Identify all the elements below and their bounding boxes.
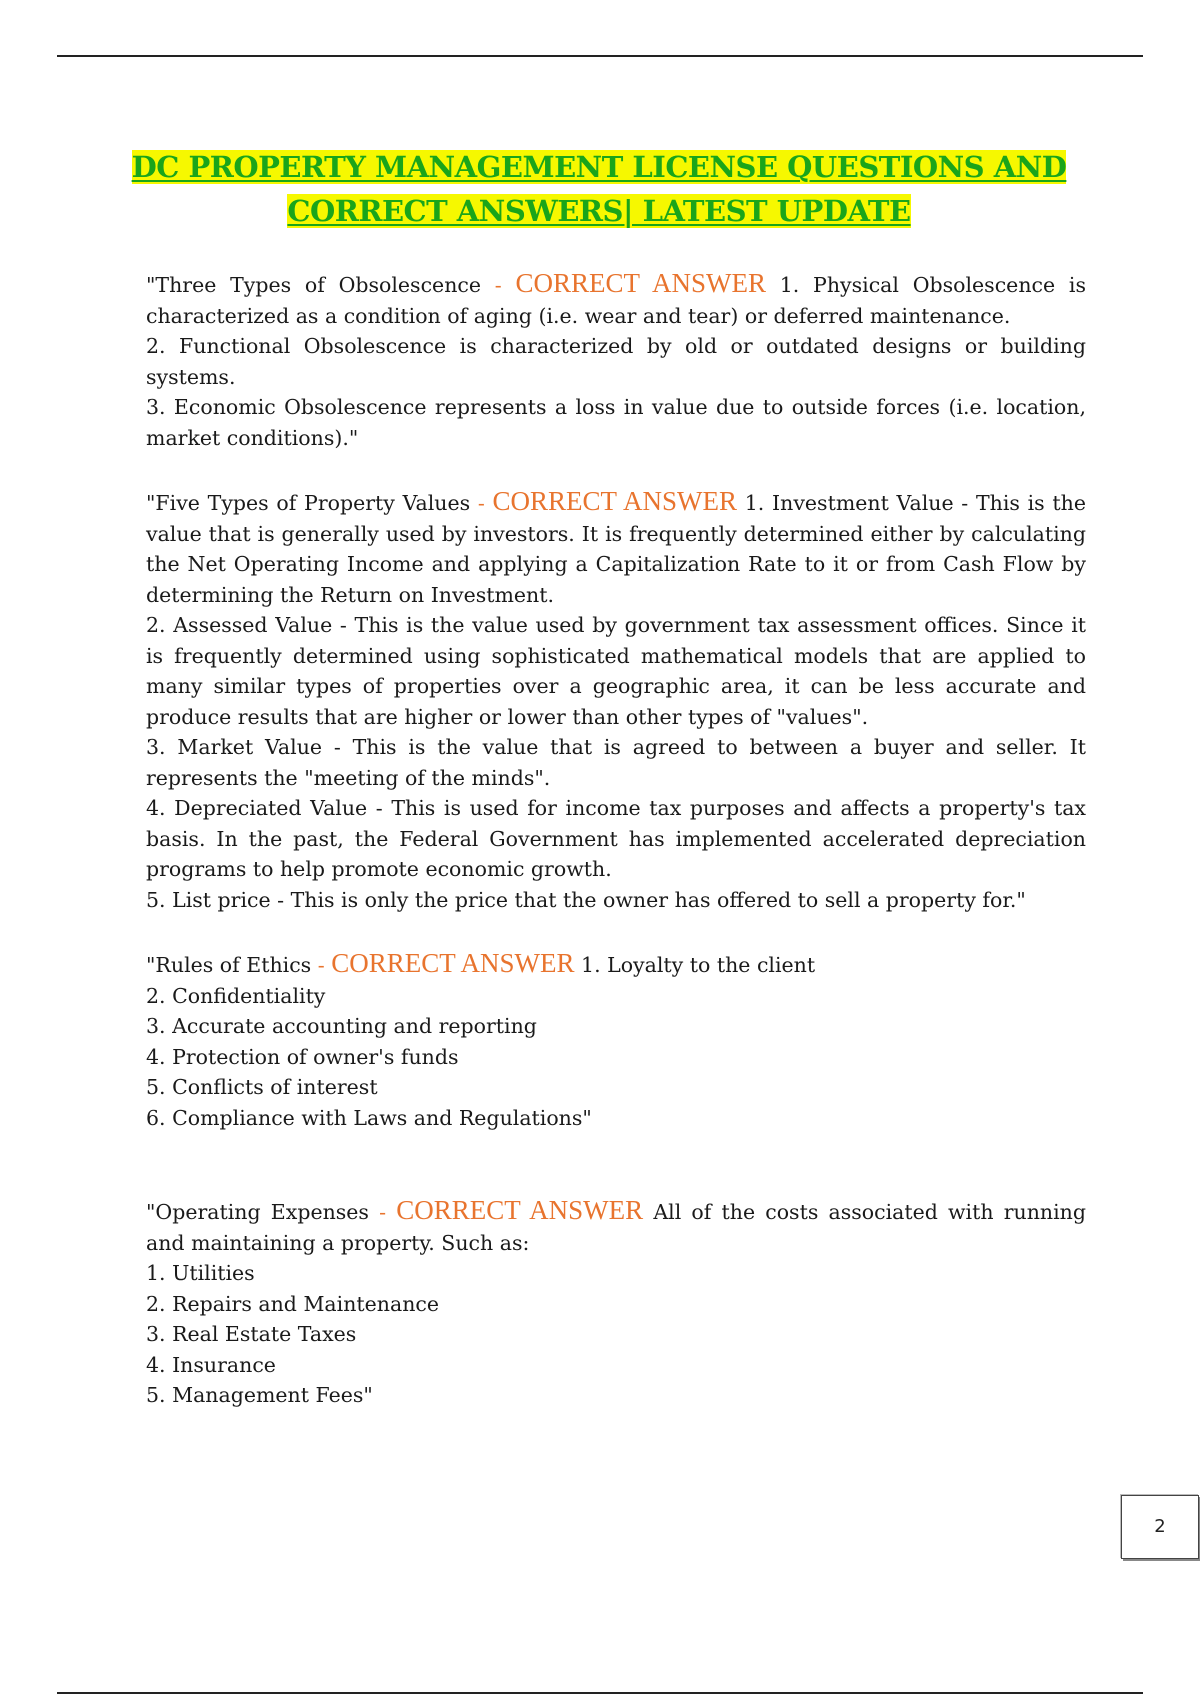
qa-item-property-values xyxy=(146,486,1086,915)
answer-dash: - xyxy=(379,1200,387,1224)
qa-item-operating-expenses xyxy=(146,1195,1086,1411)
answer-line: 1. Utilities xyxy=(146,1261,255,1285)
answer-text: 1. Investment Value - This is the value that is generally used by investors. It is frequently determined either by calculating the Net Operating Income and applying a Capitalization Rate to it or from Cash Flow by determining the Return on Investment. xyxy=(146,491,1086,607)
bottom-rule xyxy=(57,1692,1143,1694)
title-line-2: CORRECT ANSWERS| LATEST UPDATE xyxy=(287,194,911,228)
answer-line: 5. Management Fees" xyxy=(146,1383,373,1407)
answer-line: 2. Functional Obsolescence is characterized by old or outdated designs or building systems. xyxy=(146,334,1086,389)
qa-lead xyxy=(146,1195,1086,1258)
answer-line: 3. Real Estate Taxes xyxy=(146,1322,357,1346)
answer-line: 4. Insurance xyxy=(146,1352,276,1377)
question-text: "Rules of Ethics xyxy=(146,953,312,977)
answer-line: 5. Conflicts of interest xyxy=(146,1075,378,1099)
page-number: 2 xyxy=(1121,1495,1199,1559)
answer-line: 5. List price - This is only the price that the owner has offered to sell a property for." xyxy=(146,887,1026,912)
document-title xyxy=(120,145,1078,233)
qa-content xyxy=(146,268,1086,1411)
qa-item-rules-of-ethics xyxy=(146,948,1086,1133)
title-line-1: DC PROPERTY MANAGEMENT LICENSE QUESTIONS AND xyxy=(131,150,1067,184)
answer-text: 1. Loyalty to the client xyxy=(581,953,816,977)
correct-answer-tag: CORRECT ANSWER xyxy=(515,268,766,298)
answer-line: 2. Assessed Value - This is the value used by government tax assessment offices. Since it is frequently determined using sophisticated mathematical models that are applied to many similar types of properties over a geographic area, it can be less accurate and produce results that are higher or lower than other types of "values". xyxy=(146,613,1086,729)
answer-line: 4. Depreciated Value - This is used for income tax purposes and affects a property's tax basis. In the past, the Federal Government has implemented accelerated depreciation programs to help promote economic growth. xyxy=(146,796,1086,881)
answer-dash: - xyxy=(317,953,325,977)
answer-text: 1. Physical Obsolescence is characterized as a condition of aging (i.e. wear and tear) or deferred maintenance. xyxy=(146,273,1086,328)
question-text: "Five Types of Property Values xyxy=(146,491,471,515)
answer-dash: - xyxy=(477,491,485,515)
answer-line: 2. Repairs and Maintenance xyxy=(146,1291,440,1316)
answer-line: 3. Accurate accounting and reporting xyxy=(146,1014,537,1038)
correct-answer-tag: CORRECT ANSWER xyxy=(396,1195,644,1225)
answer-line: 6. Compliance with Laws and Regulations" xyxy=(146,1105,592,1130)
correct-answer-tag: CORRECT ANSWER xyxy=(331,948,575,978)
qa-lead xyxy=(146,268,1086,331)
top-rule xyxy=(57,55,1143,57)
answer-line: 4. Protection of owner's funds xyxy=(146,1044,459,1069)
answer-line: 2. Confidentiality xyxy=(146,983,326,1008)
qa-item-obsolescence xyxy=(146,268,1086,453)
question-text: "Operating Expenses xyxy=(146,1200,369,1224)
correct-answer-tag: CORRECT ANSWER xyxy=(492,486,738,516)
answer-text: All of the costs associated with running and maintaining a property. Such as: xyxy=(146,1200,1086,1255)
answer-line: 3. Economic Obsolescence represents a loss in value due to outside forces (i.e. location, market conditions)." xyxy=(146,395,1086,450)
question-text: "Three Types of Obsolescence xyxy=(146,273,482,297)
answer-dash: - xyxy=(494,273,502,297)
qa-lead xyxy=(146,486,1086,610)
qa-lead xyxy=(146,948,1086,981)
answer-line: 3. Market Value - This is the value that is agreed to between a buyer and seller. It represents the "meeting of the minds". xyxy=(146,735,1086,790)
